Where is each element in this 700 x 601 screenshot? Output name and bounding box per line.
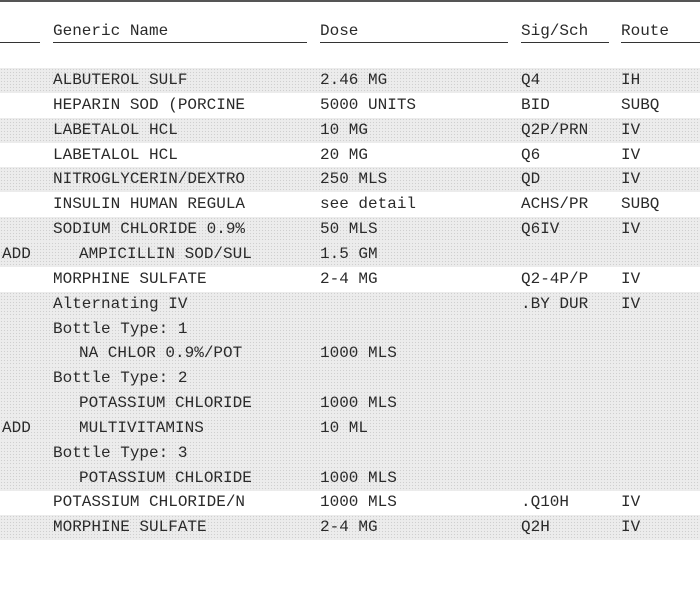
sig-sch-cell: .BY DUR [521, 295, 589, 313]
route-cell: IV [621, 493, 641, 511]
route-cell: SUBQ [621, 96, 660, 114]
generic-name-cell: POTASSIUM CHLORIDE [79, 394, 252, 412]
generic-name-cell: Bottle Type: 2 [53, 369, 188, 387]
header-generic-name-label: Generic Name [53, 22, 169, 40]
generic-name-cell: INSULIN HUMAN REGULA [53, 195, 246, 213]
table-row [0, 143, 700, 168]
route-cell: IV [621, 170, 641, 188]
header-sig-sch [521, 20, 609, 43]
generic-name-cell: POTASSIUM CHLORIDE [79, 469, 252, 487]
table-row [0, 242, 700, 267]
generic-name-cell: NITROGLYCERIN/DEXTRO [53, 170, 246, 188]
dose-cell: 2.46 MG [320, 71, 388, 89]
table-row [0, 466, 700, 491]
table-row [0, 515, 700, 540]
sig-sch-cell: QD [521, 170, 541, 188]
table-row [0, 192, 700, 217]
route-cell: IV [621, 220, 641, 238]
dose-cell: 250 MLS [320, 170, 388, 188]
route-cell: IV [621, 121, 641, 139]
generic-name-cell: ALBUTEROL SULF [53, 71, 188, 89]
table-row [0, 490, 700, 515]
table-row [0, 167, 700, 192]
dose-cell: 1000 MLS [320, 469, 397, 487]
generic-name-cell: POTASSIUM CHLORIDE/N [53, 493, 246, 511]
table-row [0, 317, 700, 342]
route-cell: IV [621, 146, 641, 164]
generic-name-cell: SODIUM CHLORIDE 0.9% [53, 220, 246, 238]
dose-cell: 1000 MLS [320, 344, 397, 362]
sig-sch-cell: Q4 [521, 71, 541, 89]
table-row [0, 292, 700, 317]
generic-name-cell: HEPARIN SOD (PORCINE [53, 96, 246, 114]
table-row [0, 366, 700, 391]
dose-cell: 20 MG [320, 146, 369, 164]
table-row [0, 93, 700, 118]
header-dose-label: Dose [320, 22, 359, 40]
sig-sch-cell: Q2-4P/P [521, 270, 589, 288]
table-row [0, 118, 700, 143]
sig-sch-cell: ACHS/PR [521, 195, 589, 213]
route-cell: IH [621, 71, 641, 89]
generic-name-cell: LABETALOL HCL [53, 146, 178, 164]
header-dose [320, 20, 508, 43]
route-cell: IV [621, 295, 641, 313]
generic-name-cell: LABETALOL HCL [53, 121, 178, 139]
dose-cell: 2-4 MG [320, 270, 378, 288]
table-row [0, 341, 700, 366]
dose-cell: 1.5 GM [320, 245, 378, 263]
sig-sch-cell: BID [521, 96, 550, 114]
dose-cell: 1000 MLS [320, 493, 397, 511]
route-cell: SUBQ [621, 195, 660, 213]
sig-sch-cell: Q2P/PRN [521, 121, 589, 139]
header-route [621, 20, 700, 43]
sig-sch-cell: Q6IV [521, 220, 560, 238]
dose-cell: see detail [320, 195, 417, 213]
table-row [0, 441, 700, 466]
dose-cell: 5000 UNITS [320, 96, 417, 114]
header-rule-left [0, 20, 40, 43]
dose-cell: 50 MLS [320, 220, 378, 238]
route-cell: IV [621, 518, 641, 536]
table-row [0, 267, 700, 292]
row-prefix: ADD [2, 419, 31, 437]
table-row [0, 68, 700, 93]
dose-cell: 10 MG [320, 121, 369, 139]
header-sig-sch-label: Sig/Sch [521, 22, 589, 40]
generic-name-cell: MORPHINE SULFATE [53, 270, 207, 288]
row-prefix: ADD [2, 245, 31, 263]
generic-name-cell: Bottle Type: 3 [53, 444, 188, 462]
header-route-label: Route [621, 22, 670, 40]
top-border [0, 0, 700, 2]
dose-cell: 1000 MLS [320, 394, 397, 412]
header-generic-name [53, 20, 307, 43]
generic-name-cell: NA CHLOR 0.9%/POT [79, 344, 243, 362]
dose-cell: 10 ML [320, 419, 369, 437]
generic-name-cell: MORPHINE SULFATE [53, 518, 207, 536]
generic-name-cell: AMPICILLIN SOD/SUL [79, 245, 252, 263]
dose-cell: 2-4 MG [320, 518, 378, 536]
generic-name-cell: Bottle Type: 1 [53, 320, 188, 338]
table-row [0, 416, 700, 441]
table-row [0, 217, 700, 242]
route-cell: IV [621, 270, 641, 288]
table-row [0, 391, 700, 416]
sig-sch-cell: Q2H [521, 518, 550, 536]
sig-sch-cell: Q6 [521, 146, 541, 164]
generic-name-cell: Alternating IV [53, 295, 188, 313]
generic-name-cell: MULTIVITAMINS [79, 419, 204, 437]
sig-sch-cell: .Q10H [521, 493, 570, 511]
